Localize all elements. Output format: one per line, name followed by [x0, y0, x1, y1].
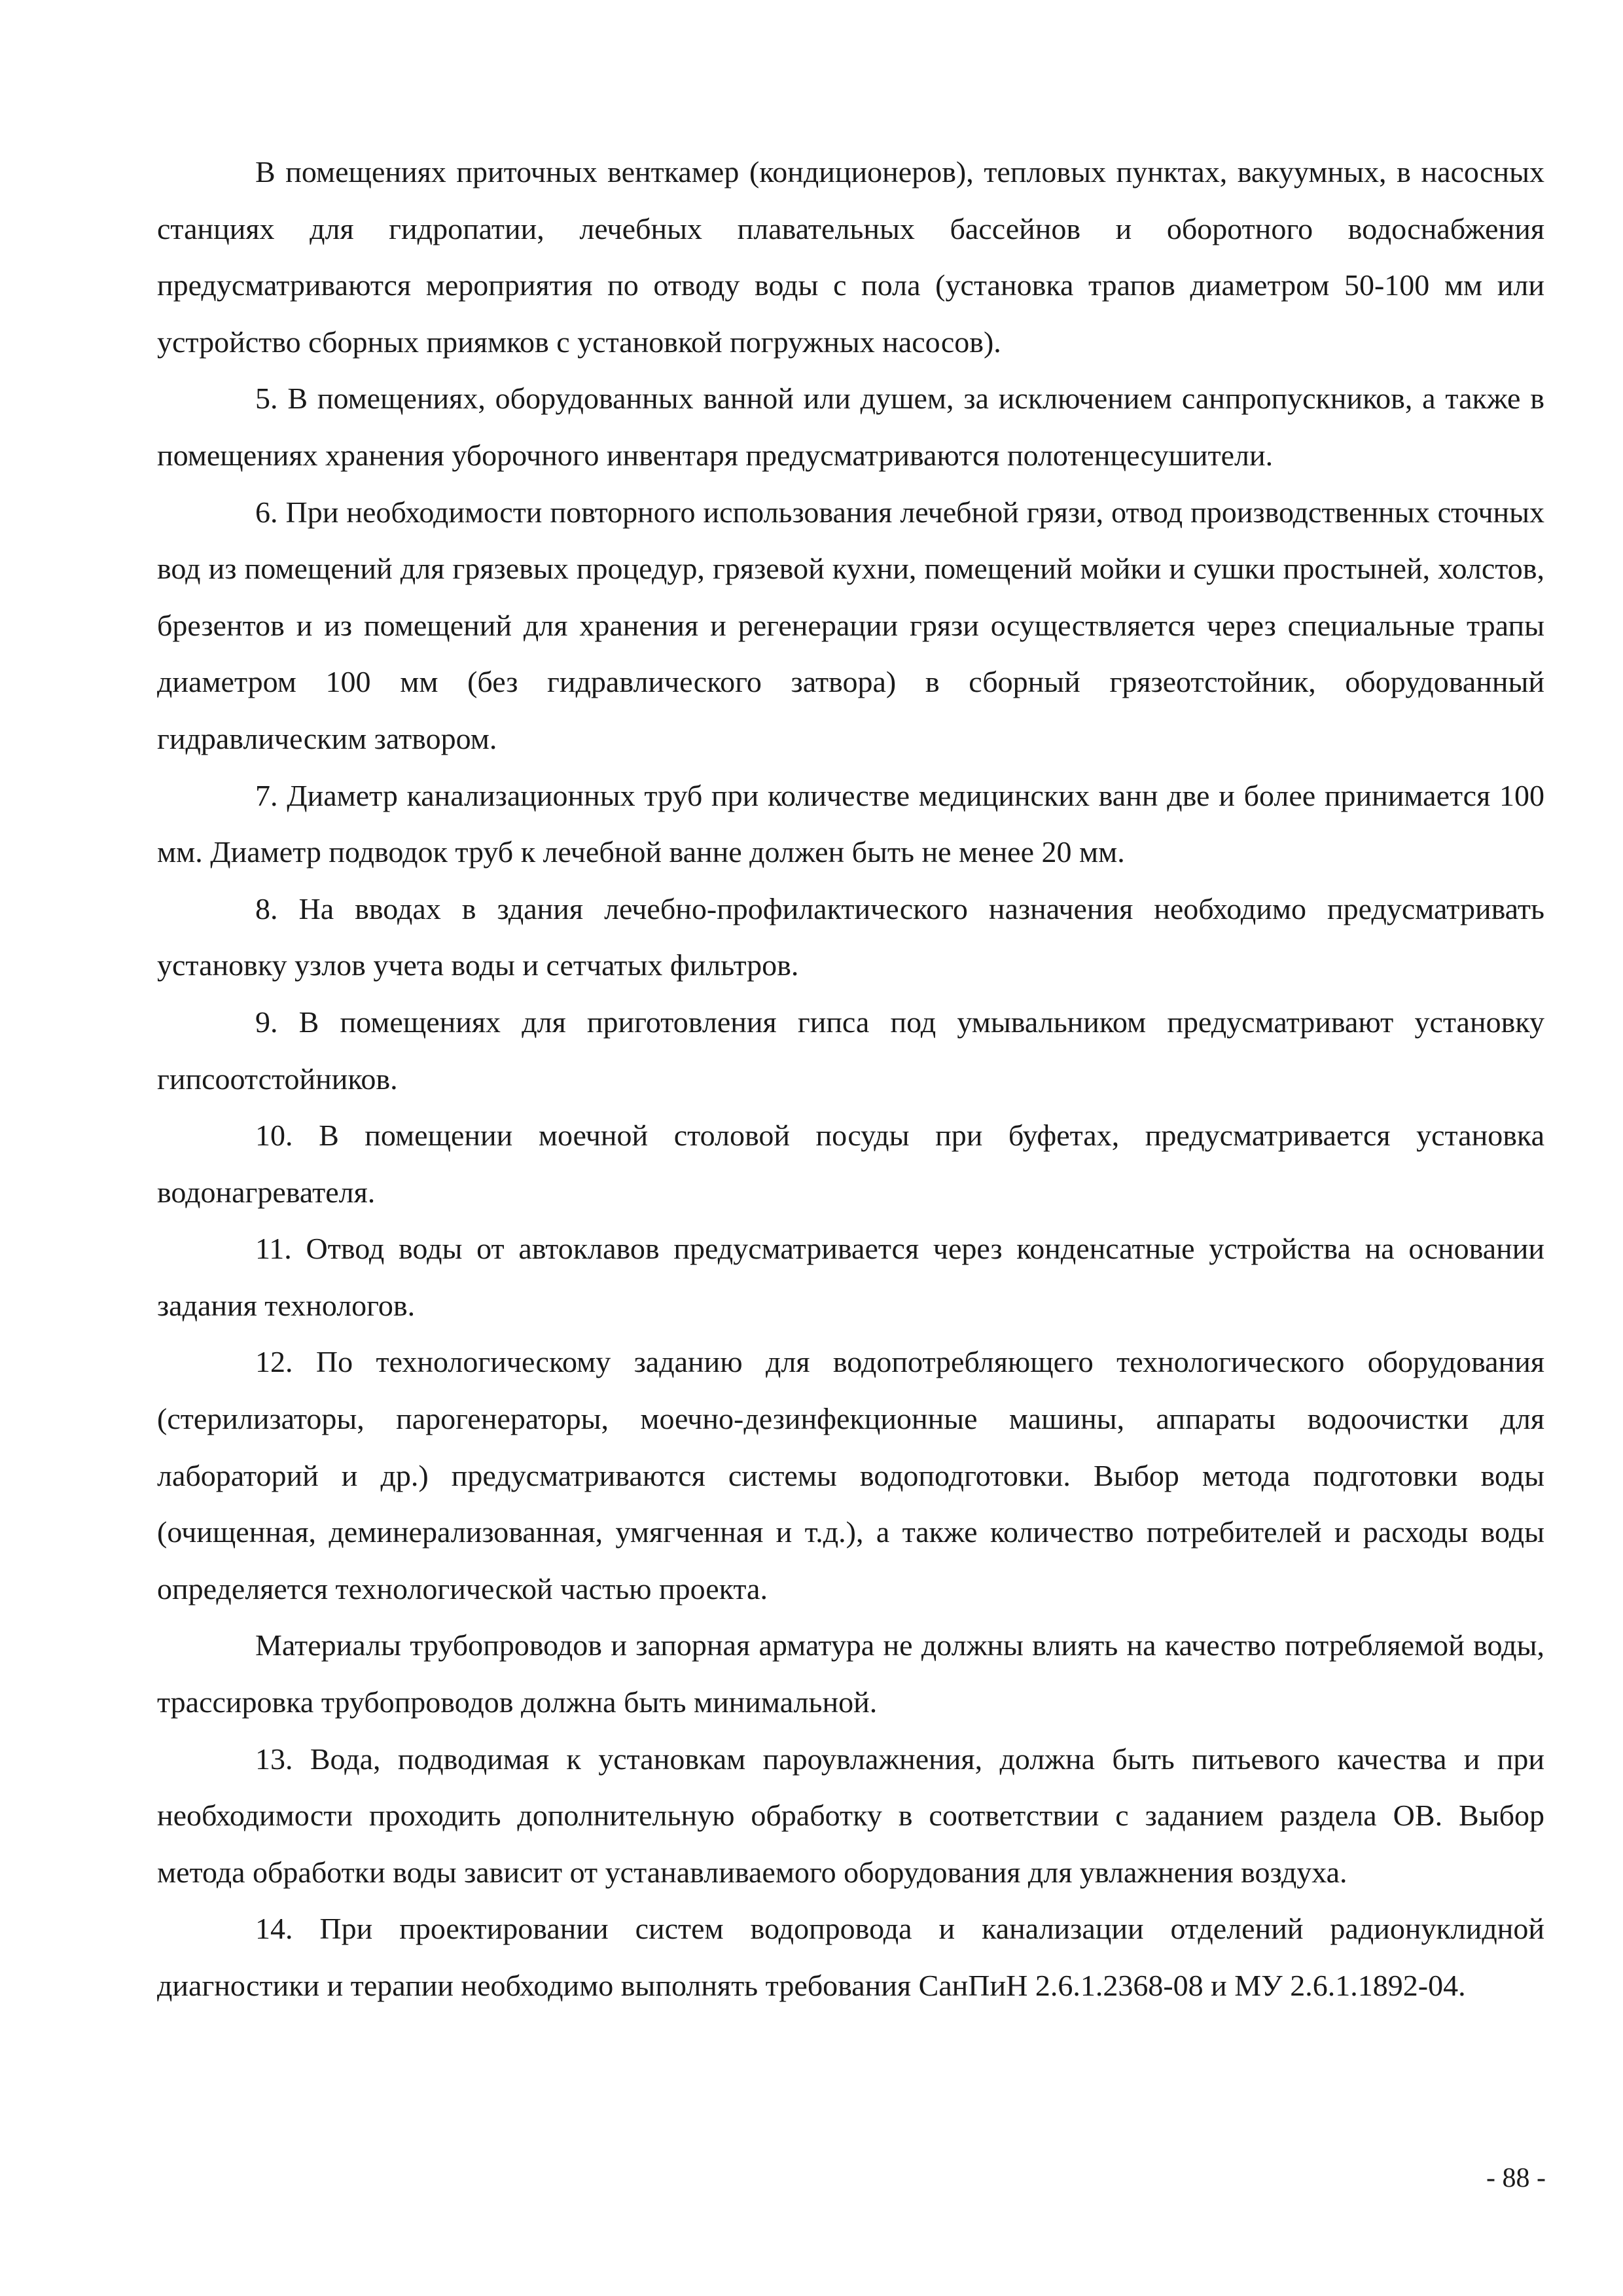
paragraph-14-radionuclide: 14. При проектировании систем водопровода и канализации отделений радионуклидной диагностики и терапии необходимо выполнять требования СанПиН 2.6.1.2368-08 и МУ 2.6.1.1892-04. — [157, 1912, 1544, 2002]
paragraph-8-water-metering: 8. На вводах в здания лечебно-профилактического назначения необходимо предусматривать установку узлов учета воды и сетчатых фильтров. — [157, 891, 1544, 982]
paragraph-6-mud-drainage: 6. При необходимости повторного использования лечебной грязи, отвод производственных сточных вод из помещений для грязевых процедур, грязевой кухни, помещений мойки и сушки простыней, холстов, брезентов и из помещений для хранения и регенерации грязи осуществляется через специальные трапы диаметром 100 мм (без гидравлического затвора) в сборный грязеотстойник, оборудованный гидравлическим затвором. — [157, 495, 1544, 755]
page-number: - 88 - — [1486, 2163, 1546, 2193]
paragraph-drainage-floor: В помещениях приточных венткамер (кондиционеров), тепловых пунктах, вакуумных, в насосных станциях для гидропатии, лечебных плавательных бассейнов и оборотного водоснабжения предусматриваются мероприятия по отводу воды с пола (установка трапов диаметром 50-100 мм или устройство сборных приямков с установкой погружных насосов). — [157, 155, 1544, 359]
paragraph-12-water-treatment: 12. По технологическому заданию для водопотребляющего технологического оборудования (стерилизаторы, парогенераторы, моечно-дезинфекционные машины, аппараты водоочистки для лабораторий и др.) предусматриваются системы водоподготовки. Выбор метода подготовки воды (очищенная, деминерализованная, умягченная и т.д.), а также количество потребителей и расходы воды определяется технологической частью проекта. — [157, 1345, 1544, 1605]
paragraph-9-gypsum-traps: 9. В помещениях для приготовления гипса под умывальником предусматривают установку гипсоотстойников. — [157, 1005, 1544, 1096]
paragraph-13-humidification: 13. Вода, подводимая к установкам пароувлажнения, должна быть питьевого качества и при необходимости проходить дополнительную обработку в соответствии с заданием раздела ОВ. Выбор метода обработки воды зависит от устанавливаемого оборудования для увлажнения воздуха. — [157, 1742, 1544, 1889]
paragraph-11-autoclaves: 11. Отвод воды от автоклавов предусматривается через конденсатные устройства на основании задания технологов. — [157, 1232, 1544, 1322]
paragraph-pipe-materials: Материалы трубопроводов и запорная арматура не должны влиять на качество потребляемой воды, трассировка трубопроводов должна быть минимальной. — [157, 1628, 1544, 1719]
document-body — [157, 144, 1544, 2015]
paragraph-7-pipe-diameter: 7. Диаметр канализационных труб при количестве медицинских ванн две и более принимается 100 мм. Диаметр подводок труб к лечебной ванне должен быть не менее 20 мм. — [157, 778, 1544, 869]
paragraph-10-water-heater: 10. В помещении моечной столовой посуды при буфетах, предусматривается установка водонагревателя. — [157, 1119, 1544, 1209]
paragraph-5-towel-dryers: 5. В помещениях, оборудованных ванной или душем, за исключением санпропускников, а также в помещениях хранения уборочного инвентаря предусматриваются полотенцесушители. — [157, 382, 1544, 472]
